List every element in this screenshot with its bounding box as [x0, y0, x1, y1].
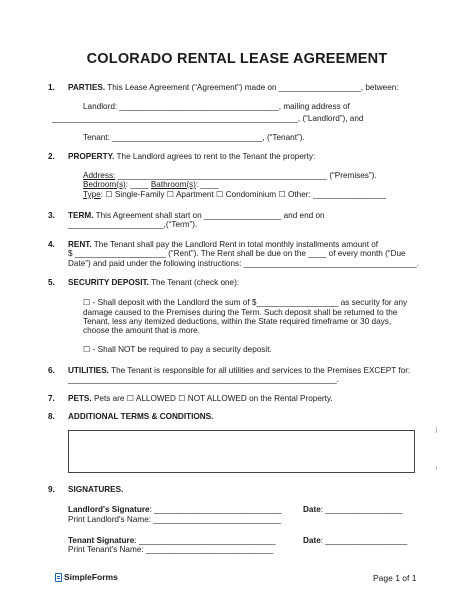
tenant-date-field[interactable] — [303, 536, 407, 546]
section-9-heading: SIGNATURES. — [68, 485, 124, 494]
section-4-number: 4. — [48, 240, 55, 249]
property-type-field[interactable] — [83, 190, 386, 200]
section-7-heading: PETS. — [68, 394, 92, 403]
tenant-print-name-field[interactable]: Print Tenant's Name: ____________________________ — [68, 545, 274, 554]
landlord-signature-blank: : ____________________________ — [149, 505, 282, 514]
section-9-number: 9. — [48, 485, 55, 494]
utilities-exceptions-field[interactable]: ___________________________________________________________. — [68, 375, 339, 384]
brand-name: SimpleForms — [64, 572, 118, 582]
section-4-heading: RENT. — [68, 240, 92, 249]
document-title: COLORADO RENTAL LEASE AGREEMENT — [86, 51, 388, 67]
tenant-date-label: Date — [303, 536, 321, 545]
section-8-heading: ADDITIONAL TERMS & CONDITIONS. — [68, 412, 214, 421]
section-5-heading: SECURITY DEPOSIT. — [68, 278, 149, 287]
address-blank: ______________________________________________ (“Premises”). — [115, 171, 377, 180]
deposit-option-2[interactable]: ☐ - Shall NOT be required to pay a security deposit. — [83, 345, 272, 354]
section-5-heading-line — [68, 278, 239, 288]
landlord-field[interactable]: Landlord: ___________________________________, mailing address of — [83, 102, 350, 111]
section-4-text: The Tenant shall pay the Landlord Rent in total monthly installments amount of — [91, 240, 379, 249]
deposit-option-1[interactable]: ☐ - Shall deposit with the Landlord the sum of $__________________ as security for any — [83, 298, 408, 307]
bedrooms-label: Bedroom(s) — [83, 180, 126, 189]
pets-options: Pets are ☐ ALLOWED ☐ NOT ALLOWED on the Rental Property. — [91, 394, 333, 403]
section-6-number: 6. — [48, 366, 55, 375]
section-6-text: The Tenant is responsible for all utilities and services to the Premises EXCEPT for: — [108, 366, 411, 375]
section-1-heading: PARTIES. — [68, 83, 106, 92]
section-1-text: This Lease Agreement (“Agreement”) made on __________________, between: — [105, 83, 399, 92]
bedrooms-blank: : ____ — [125, 180, 151, 189]
rooms-field[interactable] — [83, 180, 219, 190]
tenant-date-blank: : __________________ — [320, 536, 408, 545]
section-7-number: 7. — [48, 394, 55, 403]
bathrooms-blank: : ____ — [195, 180, 219, 189]
tenant-field[interactable]: Tenant: _________________________________, (“Tenant”). — [83, 133, 305, 142]
rent-amount-field[interactable]: $ ____________________ (“Rent”). The Rent shall be due on the ____ of every month (“Due — [68, 249, 406, 258]
additional-terms-box[interactable] — [68, 430, 415, 473]
section-6-heading: UTILITIES. — [68, 366, 109, 375]
landlord-date-label: Date — [303, 505, 321, 514]
section-5-text: The Tenant (check one): — [148, 278, 240, 287]
term-end-field[interactable]: _____________________,(“Term”). — [68, 220, 198, 229]
section-3-number: 3. — [48, 211, 55, 220]
landlord-print-name-field[interactable]: Print Landlord's Name: ____________________________ — [68, 515, 281, 524]
landlord-date-blank: : _________________ — [320, 505, 403, 514]
landlord-date-field[interactable] — [303, 505, 403, 515]
tenant-signature-blank: : ______________________________ — [134, 536, 276, 545]
rent-instructions-field[interactable]: Date”) and paid under the following instructions: ______________________________________. — [68, 259, 419, 268]
deposit-option-1-line-2: damage caused to the Premises during the Term. Such deposit shall be returned to the — [83, 308, 398, 317]
document-icon — [55, 573, 62, 582]
address-label: Address: — [83, 171, 116, 180]
section-2-number: 2. — [48, 152, 55, 161]
type-label: Type — [83, 190, 101, 199]
pets-field[interactable] — [68, 394, 333, 404]
section-2-heading: PROPERTY. — [68, 152, 115, 161]
margin-mark — [436, 466, 437, 470]
landlord-address-field[interactable]: ______________________________________________________, (“Landlord”), and — [52, 114, 364, 123]
section-5-number: 5. — [48, 278, 55, 287]
bathrooms-label: Bathroom(s) — [150, 180, 196, 189]
section-3-text: This Agreement shall start on _________________ and end on — [93, 211, 325, 220]
margin-mark — [436, 427, 437, 433]
section-2-heading-line — [68, 152, 315, 162]
landlord-signature-label: Landlord's Signature — [68, 505, 150, 514]
tenant-signature-label: Tenant Signature — [68, 536, 135, 545]
section-3-heading: TERM. — [68, 211, 94, 220]
deposit-option-1-line-3: Tenant, less any itemized deductions, within the State required timeframe or 30 days, — [83, 317, 392, 326]
footer-brand — [55, 572, 118, 582]
page-number: Page 1 of 1 — [373, 573, 417, 583]
section-8-number: 8. — [48, 412, 55, 421]
deposit-option-1-line-4: choose the amount that is more. — [83, 326, 200, 335]
section-1-heading-line — [68, 83, 399, 93]
section-2-text: The Landlord agrees to rent to the Tenant the property: — [114, 152, 316, 161]
landlord-signature-field[interactable] — [68, 505, 282, 515]
section-1-number: 1. — [48, 83, 55, 92]
type-options: : ☐ Single-Family ☐ Apartment ☐ Condominium ☐ Other: ________________ — [100, 190, 386, 199]
